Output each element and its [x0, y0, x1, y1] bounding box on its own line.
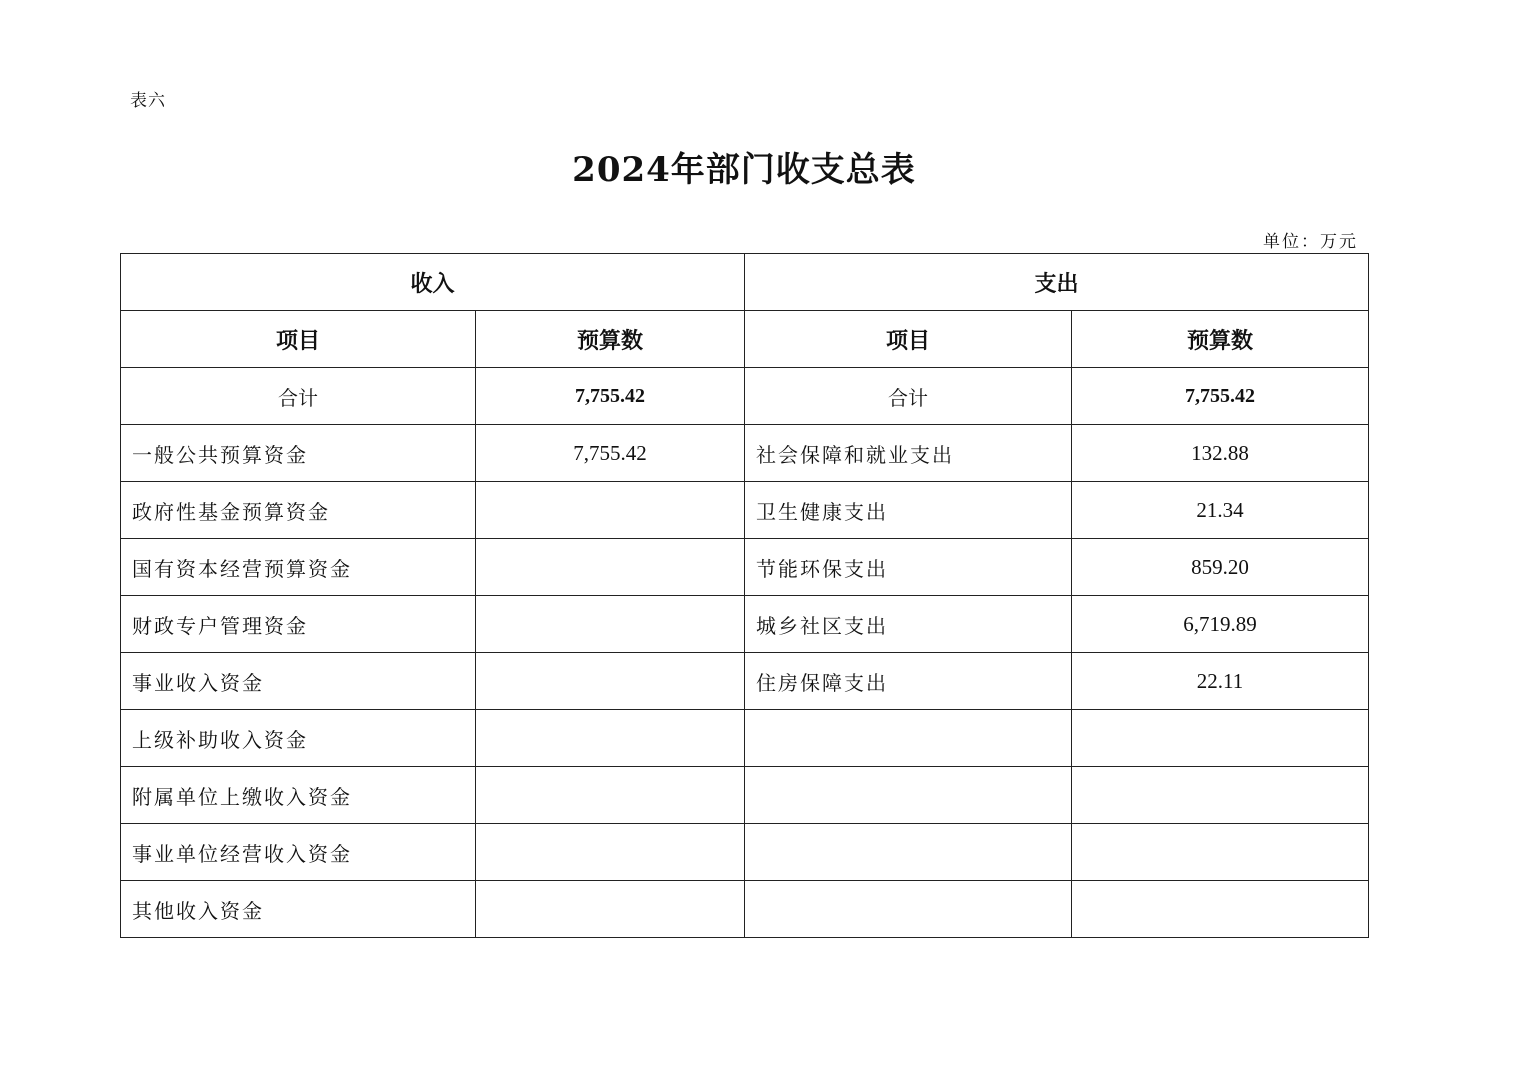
table-row: [121, 824, 1369, 881]
expense-item-header: 项目: [745, 311, 1072, 368]
table-row: [121, 653, 1369, 710]
expense-item-cell: 社会保障和就业支出: [745, 425, 1072, 482]
income-amount-cell: [476, 710, 745, 767]
income-item-cell: 政府性基金预算资金: [121, 482, 476, 539]
expense-item-cell: [745, 881, 1072, 938]
expense-total-label: 合计: [745, 368, 1072, 425]
expense-amount-cell: [1072, 881, 1369, 938]
income-item-cell: 事业单位经营收入资金: [121, 824, 476, 881]
expense-amount-header: 预算数: [1072, 311, 1369, 368]
expense-item-cell: [745, 710, 1072, 767]
table-row: [121, 767, 1369, 824]
income-group-header: 收入: [121, 254, 745, 311]
income-item-cell: 国有资本经营预算资金: [121, 539, 476, 596]
income-amount-cell: [476, 881, 745, 938]
expense-amount-cell: [1072, 710, 1369, 767]
income-total-label: 合计: [121, 368, 476, 425]
expense-amount-cell: 22.11: [1072, 653, 1369, 710]
table-row: [121, 539, 1369, 596]
table-row: [121, 710, 1369, 767]
table-row: [121, 482, 1369, 539]
budget-table: [120, 253, 1369, 938]
expense-amount-cell: 21.34: [1072, 482, 1369, 539]
expense-item-cell: 住房保障支出: [745, 653, 1072, 710]
expense-amount-cell: 6,719.89: [1072, 596, 1369, 653]
table-row: [121, 881, 1369, 938]
income-amount-cell: [476, 482, 745, 539]
total-row: [121, 368, 1369, 425]
expense-amount-cell: [1072, 824, 1369, 881]
income-item-cell: 一般公共预算资金: [121, 425, 476, 482]
expense-item-cell: [745, 824, 1072, 881]
income-amount-cell: [476, 539, 745, 596]
income-item-cell: 上级补助收入资金: [121, 710, 476, 767]
expense-group-header: 支出: [745, 254, 1369, 311]
table-row: [121, 425, 1369, 482]
expense-item-cell: [745, 767, 1072, 824]
unit-label: 单位：万元: [1263, 232, 1358, 252]
income-item-cell: 事业收入资金: [121, 653, 476, 710]
table-label: 表六: [130, 91, 166, 111]
income-amount-cell: [476, 824, 745, 881]
income-item-cell: 其他收入资金: [121, 881, 476, 938]
group-header-row: [121, 254, 1369, 311]
expense-item-cell: 城乡社区支出: [745, 596, 1072, 653]
expense-amount-cell: 132.88: [1072, 425, 1369, 482]
income-item-cell: 附属单位上缴收入资金: [121, 767, 476, 824]
income-amount-header: 预算数: [476, 311, 745, 368]
expense-amount-cell: 859.20: [1072, 539, 1369, 596]
income-item-header: 项目: [121, 311, 476, 368]
expense-item-cell: 卫生健康支出: [745, 482, 1072, 539]
expense-total-value: 7,755.42: [1072, 368, 1369, 425]
expense-item-cell: 节能环保支出: [745, 539, 1072, 596]
column-header-row: [121, 311, 1369, 368]
table-row: [121, 596, 1369, 653]
income-item-cell: 财政专户管理资金: [121, 596, 476, 653]
income-amount-cell: [476, 653, 745, 710]
income-amount-cell: [476, 596, 745, 653]
expense-amount-cell: [1072, 767, 1369, 824]
income-total-value: 7,755.42: [476, 368, 745, 425]
income-amount-cell: [476, 767, 745, 824]
income-amount-cell: 7,755.42: [476, 425, 745, 482]
page-title: 2024年部门收支总表: [572, 150, 916, 190]
